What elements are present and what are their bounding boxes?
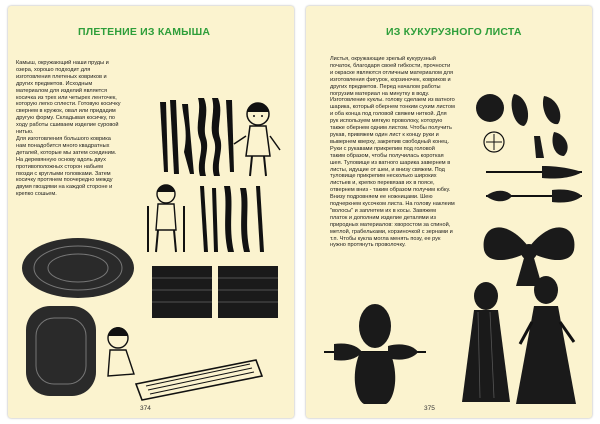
woven-square-mats-illustration xyxy=(148,262,284,322)
right-page-number: 375 xyxy=(424,405,435,412)
doll-figure-arms-illustration xyxy=(320,296,430,406)
braid-weaving-illustration xyxy=(154,92,286,180)
doll-head-steps-illustration xyxy=(474,90,586,160)
corn-husk-dolls-illustration xyxy=(454,272,584,406)
left-page-title: ПЛЕТЕНИЕ ИЗ КАМЫША xyxy=(78,26,211,38)
right-page xyxy=(306,6,592,418)
girl-at-loom-illustration xyxy=(96,324,266,404)
left-page xyxy=(8,6,294,418)
left-page-number: 374 xyxy=(140,405,151,412)
left-page-body: Камыш, окружающий наши пруды и озера, хорошо подходит для изготовления плетеных ковриков и других предметов. Исходным материалом для изделий является косичка из трех или четырех ленточек, которую легко сплести. Готовую косичку свернем в кружок, овал или придадим другую форму. Складывая косичку, по ходу работы сшиваем изделие суровой нитью. Для изготовления большого коврика нам понадобится много квадратных деталей, которые мы затем соединим. На деревянную основу вдоль двух противоположных сторон набьем гвозди с круглыми головками. Затем косичку протянем поочередно между двумя гвоздями на каждой стороне и крепко сошьем. xyxy=(16,60,121,198)
girl-holding-strands-illustration xyxy=(144,182,284,258)
right-page-title: ИЗ КУКУРУЗНОГО ЛИСТА xyxy=(386,26,522,38)
right-page-body: Листья, окружающие зрелый кукурузный початок, благодаря своей гибкости, прочности и окраске являются отличным материалом для изготовления фигурок, корзиночек, ковриков и других предметов. Перед началом работы погрузим материал на минутку в воду. Изготовление куклы. голову сделаем из ватного шарика, который обернем тонким сухим листом и оба конца под головой свяжем ниткой. Для рук используем мягкую проволоку, которую также обернем одним листом. Чтобы получить рукав, привяжем один лист к концу руки и вывернем кверху, закрепив свободный конец. Руки с рукавами прикрепим под головой таким образом, чтобы получилась короткая шея. Туловище из ватного шарика завернем в листы, идущие от шеи, и внизу свяжем. Под туловище прикрепим несколько широких листьев и, крепко перевязав их в поясе, отвернем вниз - таким образом получим юбку. Внизу подровняем ее ножницами. Шею подчеркнем кусочком листа. На голову наклеим "волосы" и заплетем их в косы. Завяжем платок и дополним изделие деталями из природных материалов: хворостом за спиной, метлой, грабельками, корзиночкой с зернами и т.п. Чтобы кукла могла менять позу, ее рук нужно протянуть проволочку. xyxy=(330,56,455,249)
doll-arms-illustration xyxy=(482,162,586,214)
